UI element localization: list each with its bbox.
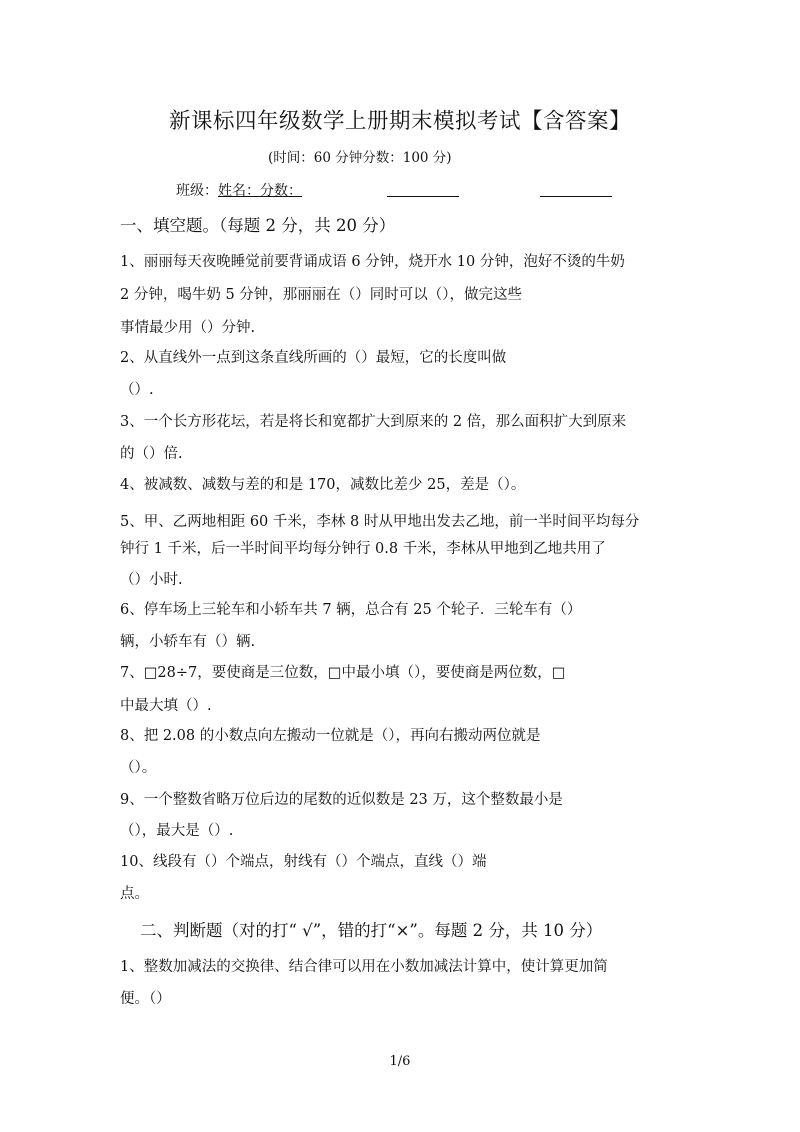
question-line: 1、丽丽每天夜晚睡觉前要背诵成语 6 分钟，烧开水 10 分钟，泡好不烫的牛奶 — [120, 254, 625, 270]
question-line: 中最大填（）. — [120, 698, 212, 714]
section1-heading: 一、填空题。（每题 2 分，共 20 分） — [120, 216, 396, 235]
question-line: 7、□28÷7，要使商是三位数，□中最小填（），要使商是两位数，□ — [120, 665, 566, 681]
question-line: 的（）倍. — [120, 446, 183, 462]
question-line: 4、被减数、减数与差的和是 170，减数比差少 25，差是（）。 — [120, 477, 526, 493]
answer-blank-2[interactable] — [540, 196, 612, 197]
question-line: 钟行 1 千米，后一半时间平均每分钟行 0.8 千米，李林从甲地到乙地共用了 — [120, 541, 606, 557]
question-line: （）。 — [120, 760, 157, 776]
question-line: （）小时. — [120, 572, 183, 588]
question-line: （）. — [120, 382, 154, 398]
question-line: 6、停车场上三轮车和小轿车共 7 辆，总合有 25 个轮子．三轮车有（） — [120, 602, 582, 618]
student-info-row — [176, 180, 302, 200]
exam-title: 新课标四年级数学上册期末模拟考试【含答案】 — [168, 109, 631, 134]
question-line: 3、一个长方形花坛，若是将长和宽都扩大到原来的 2 倍，那么面积扩大到原来 — [120, 414, 627, 430]
question-line: 事情最少用（）分钟. — [120, 320, 256, 336]
question-line: 便。（） — [120, 991, 171, 1007]
question-line: 1、整数加减法的交换律、结合律可以用在小数加减法计算中，使计算更加简 — [120, 959, 608, 975]
question-line: 8、把 2.08 的小数点向左搬动一位就是（），再向右搬动两位就是 — [120, 728, 541, 744]
question-line: （），最大是（）. — [120, 823, 234, 839]
question-line: 10、线段有（）个端点，射线有（）个端点，直线（）端 — [120, 854, 487, 870]
question-line: 2 分钟，喝牛奶 5 分钟，那丽丽在（）同时可以（），做完这些 — [120, 287, 523, 303]
class-label: 班级： — [176, 183, 218, 199]
name-score-label: 姓名：分数： — [218, 183, 302, 199]
exam-duration-score: (时间：60 分钟分数：100 分) — [268, 150, 452, 166]
section2-heading: 二、判断题（对的打“ √”，错的打“×”。每题 2 分，共 10 分） — [140, 921, 603, 940]
question-line: 9、一个整数省略万位后边的尾数的近似数是 23 万，这个整数最小是 — [120, 792, 563, 808]
question-line: 2、从直线外一点到这条直线所画的（）最短，它的长度叫做 — [120, 350, 507, 366]
question-line: 点。 — [120, 886, 149, 902]
answer-blank-1[interactable] — [387, 196, 459, 197]
question-line: 5、甲、乙两地相距 60 千米，李林 8 时从甲地出发去乙地，前一半时间平均每分 — [120, 514, 640, 530]
page-number: 1/6 — [389, 1054, 411, 1069]
question-line: 辆，小轿车有（）辆. — [120, 634, 256, 650]
